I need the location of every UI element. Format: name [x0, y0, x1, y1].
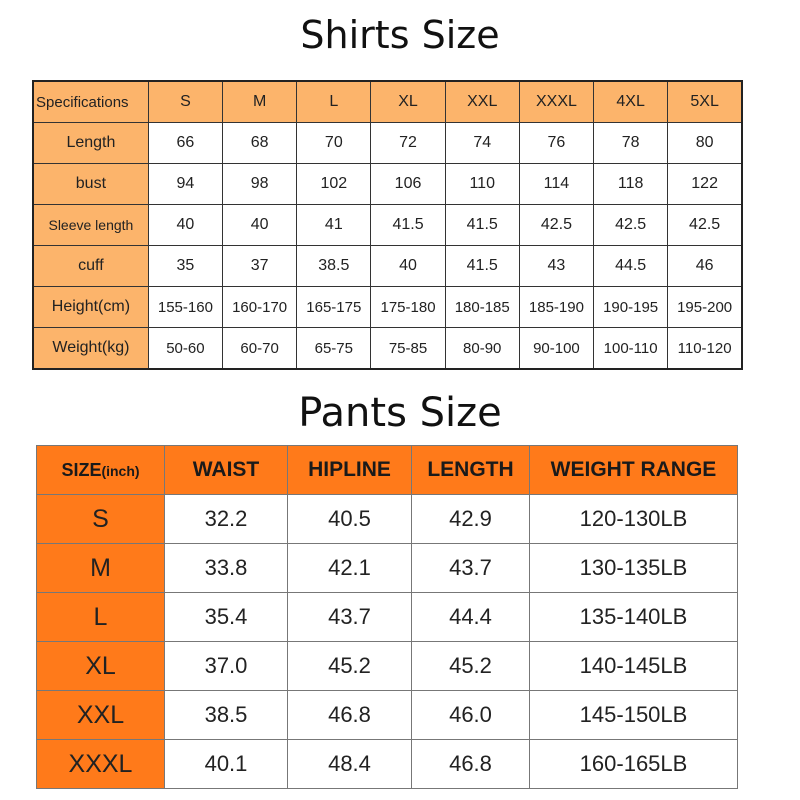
shirts-cell: 165-175 — [297, 287, 371, 328]
shirts-cell: 175-180 — [371, 287, 445, 328]
shirts-size-title: Shirts Size — [300, 13, 500, 57]
pants-cell: 46.8 — [288, 691, 412, 740]
shirts-cell: 42.5 — [594, 205, 668, 246]
shirts-cell: 94 — [148, 164, 222, 205]
shirts-cell: 122 — [668, 164, 742, 205]
shirts-cell: 50-60 — [148, 328, 222, 370]
shirts-cell: 110-120 — [668, 328, 742, 370]
shirts-cell: 190-195 — [594, 287, 668, 328]
shirts-size-header: XL — [371, 81, 445, 123]
pants-cell: 46.0 — [412, 691, 530, 740]
shirts-cell: 118 — [594, 164, 668, 205]
pants-row — [37, 495, 738, 544]
shirts-corner-label: Specifications — [33, 81, 148, 123]
shirts-cell: 43 — [519, 246, 593, 287]
pants-size-label: M — [37, 544, 165, 593]
shirts-cell: 41.5 — [371, 205, 445, 246]
pants-cell: 44.4 — [412, 593, 530, 642]
shirts-cell: 44.5 — [594, 246, 668, 287]
shirts-cell: 74 — [445, 123, 519, 164]
pants-row — [37, 593, 738, 642]
pants-header-hipline: HIPLINE — [288, 446, 412, 495]
pants-cell: 160-165LB — [530, 740, 738, 789]
pants-header-waist: WAIST — [165, 446, 288, 495]
shirts-cell: 185-190 — [519, 287, 593, 328]
shirts-cell: 35 — [148, 246, 222, 287]
pants-header-row — [37, 446, 738, 495]
shirts-cell: 40 — [371, 246, 445, 287]
shirts-row-height — [33, 287, 742, 328]
shirts-cell: 110 — [445, 164, 519, 205]
shirts-cell: 65-75 — [297, 328, 371, 370]
pants-cell: 43.7 — [288, 593, 412, 642]
shirts-cell: 155-160 — [148, 287, 222, 328]
shirts-size-header: L — [297, 81, 371, 123]
shirts-row-label: Weight(kg) — [33, 328, 148, 370]
shirts-size-table — [32, 80, 743, 370]
shirts-cell: 46 — [668, 246, 742, 287]
shirts-cell: 72 — [371, 123, 445, 164]
pants-row — [37, 691, 738, 740]
pants-cell: 145-150LB — [530, 691, 738, 740]
shirts-cell: 40 — [148, 205, 222, 246]
shirts-row-bust — [33, 164, 742, 205]
pants-size-label: XXXL — [37, 740, 165, 789]
shirts-cell: 42.5 — [668, 205, 742, 246]
pants-cell: 130-135LB — [530, 544, 738, 593]
shirts-cell: 106 — [371, 164, 445, 205]
shirts-cell: 195-200 — [668, 287, 742, 328]
shirts-cell: 41 — [297, 205, 371, 246]
shirts-cell: 102 — [297, 164, 371, 205]
pants-cell: 43.7 — [412, 544, 530, 593]
pants-size-label: S — [37, 495, 165, 544]
pants-header-length: LENGTH — [412, 446, 530, 495]
pants-row — [37, 642, 738, 691]
pants-cell: 45.2 — [412, 642, 530, 691]
shirts-header-row — [33, 81, 742, 123]
pants-cell: 120-130LB — [530, 495, 738, 544]
shirts-size-header: 5XL — [668, 81, 742, 123]
shirts-cell: 76 — [519, 123, 593, 164]
shirts-cell: 66 — [148, 123, 222, 164]
pants-cell: 33.8 — [165, 544, 288, 593]
shirts-row-sleeve-length — [33, 205, 742, 246]
shirts-size-header: 4XL — [594, 81, 668, 123]
shirts-row-cuff — [33, 246, 742, 287]
shirts-cell: 75-85 — [371, 328, 445, 370]
pants-cell: 135-140LB — [530, 593, 738, 642]
shirts-cell: 98 — [223, 164, 297, 205]
shirts-cell: 60-70 — [223, 328, 297, 370]
shirts-cell: 68 — [223, 123, 297, 164]
pants-corner-label — [37, 446, 165, 495]
shirts-row-label: bust — [33, 164, 148, 205]
shirts-size-header: XXXL — [519, 81, 593, 123]
shirts-cell: 180-185 — [445, 287, 519, 328]
shirts-cell: 100-110 — [594, 328, 668, 370]
shirts-row-label: Sleeve length — [33, 205, 148, 246]
shirts-row-label: Height(cm) — [33, 287, 148, 328]
pants-cell: 46.8 — [412, 740, 530, 789]
pants-cell: 35.4 — [165, 593, 288, 642]
pants-cell: 48.4 — [288, 740, 412, 789]
shirts-row-weight — [33, 328, 742, 370]
pants-cell: 42.1 — [288, 544, 412, 593]
pants-row — [37, 740, 738, 789]
pants-cell: 32.2 — [165, 495, 288, 544]
pants-size-title: Pants Size — [298, 390, 502, 436]
pants-size-label: L — [37, 593, 165, 642]
shirts-cell: 41.5 — [445, 246, 519, 287]
pants-row — [37, 544, 738, 593]
shirts-cell: 80-90 — [445, 328, 519, 370]
shirts-cell: 40 — [223, 205, 297, 246]
pants-size-label: XL — [37, 642, 165, 691]
shirts-size-header: XXL — [445, 81, 519, 123]
shirts-size-header: S — [148, 81, 222, 123]
shirts-cell: 70 — [297, 123, 371, 164]
shirts-cell: 41.5 — [445, 205, 519, 246]
shirts-row-label: cuff — [33, 246, 148, 287]
pants-cell: 140-145LB — [530, 642, 738, 691]
shirts-row-length — [33, 123, 742, 164]
shirts-cell: 38.5 — [297, 246, 371, 287]
shirts-cell: 114 — [519, 164, 593, 205]
shirts-cell: 78 — [594, 123, 668, 164]
shirts-cell: 37 — [223, 246, 297, 287]
shirts-row-label: Length — [33, 123, 148, 164]
shirts-cell: 90-100 — [519, 328, 593, 370]
pants-corner-unit: (inch) — [101, 462, 140, 479]
pants-cell: 42.9 — [412, 495, 530, 544]
pants-cell: 45.2 — [288, 642, 412, 691]
pants-cell: 40.1 — [165, 740, 288, 789]
shirts-size-header: M — [223, 81, 297, 123]
shirts-cell: 160-170 — [223, 287, 297, 328]
pants-corner-size: SIZE — [61, 459, 102, 480]
pants-header-weight-range: WEIGHT RANGE — [530, 446, 738, 495]
pants-cell: 40.5 — [288, 495, 412, 544]
shirts-cell: 80 — [668, 123, 742, 164]
pants-cell: 38.5 — [165, 691, 288, 740]
pants-cell: 37.0 — [165, 642, 288, 691]
pants-size-label: XXL — [37, 691, 165, 740]
shirts-cell: 42.5 — [519, 205, 593, 246]
pants-size-table — [36, 445, 738, 789]
